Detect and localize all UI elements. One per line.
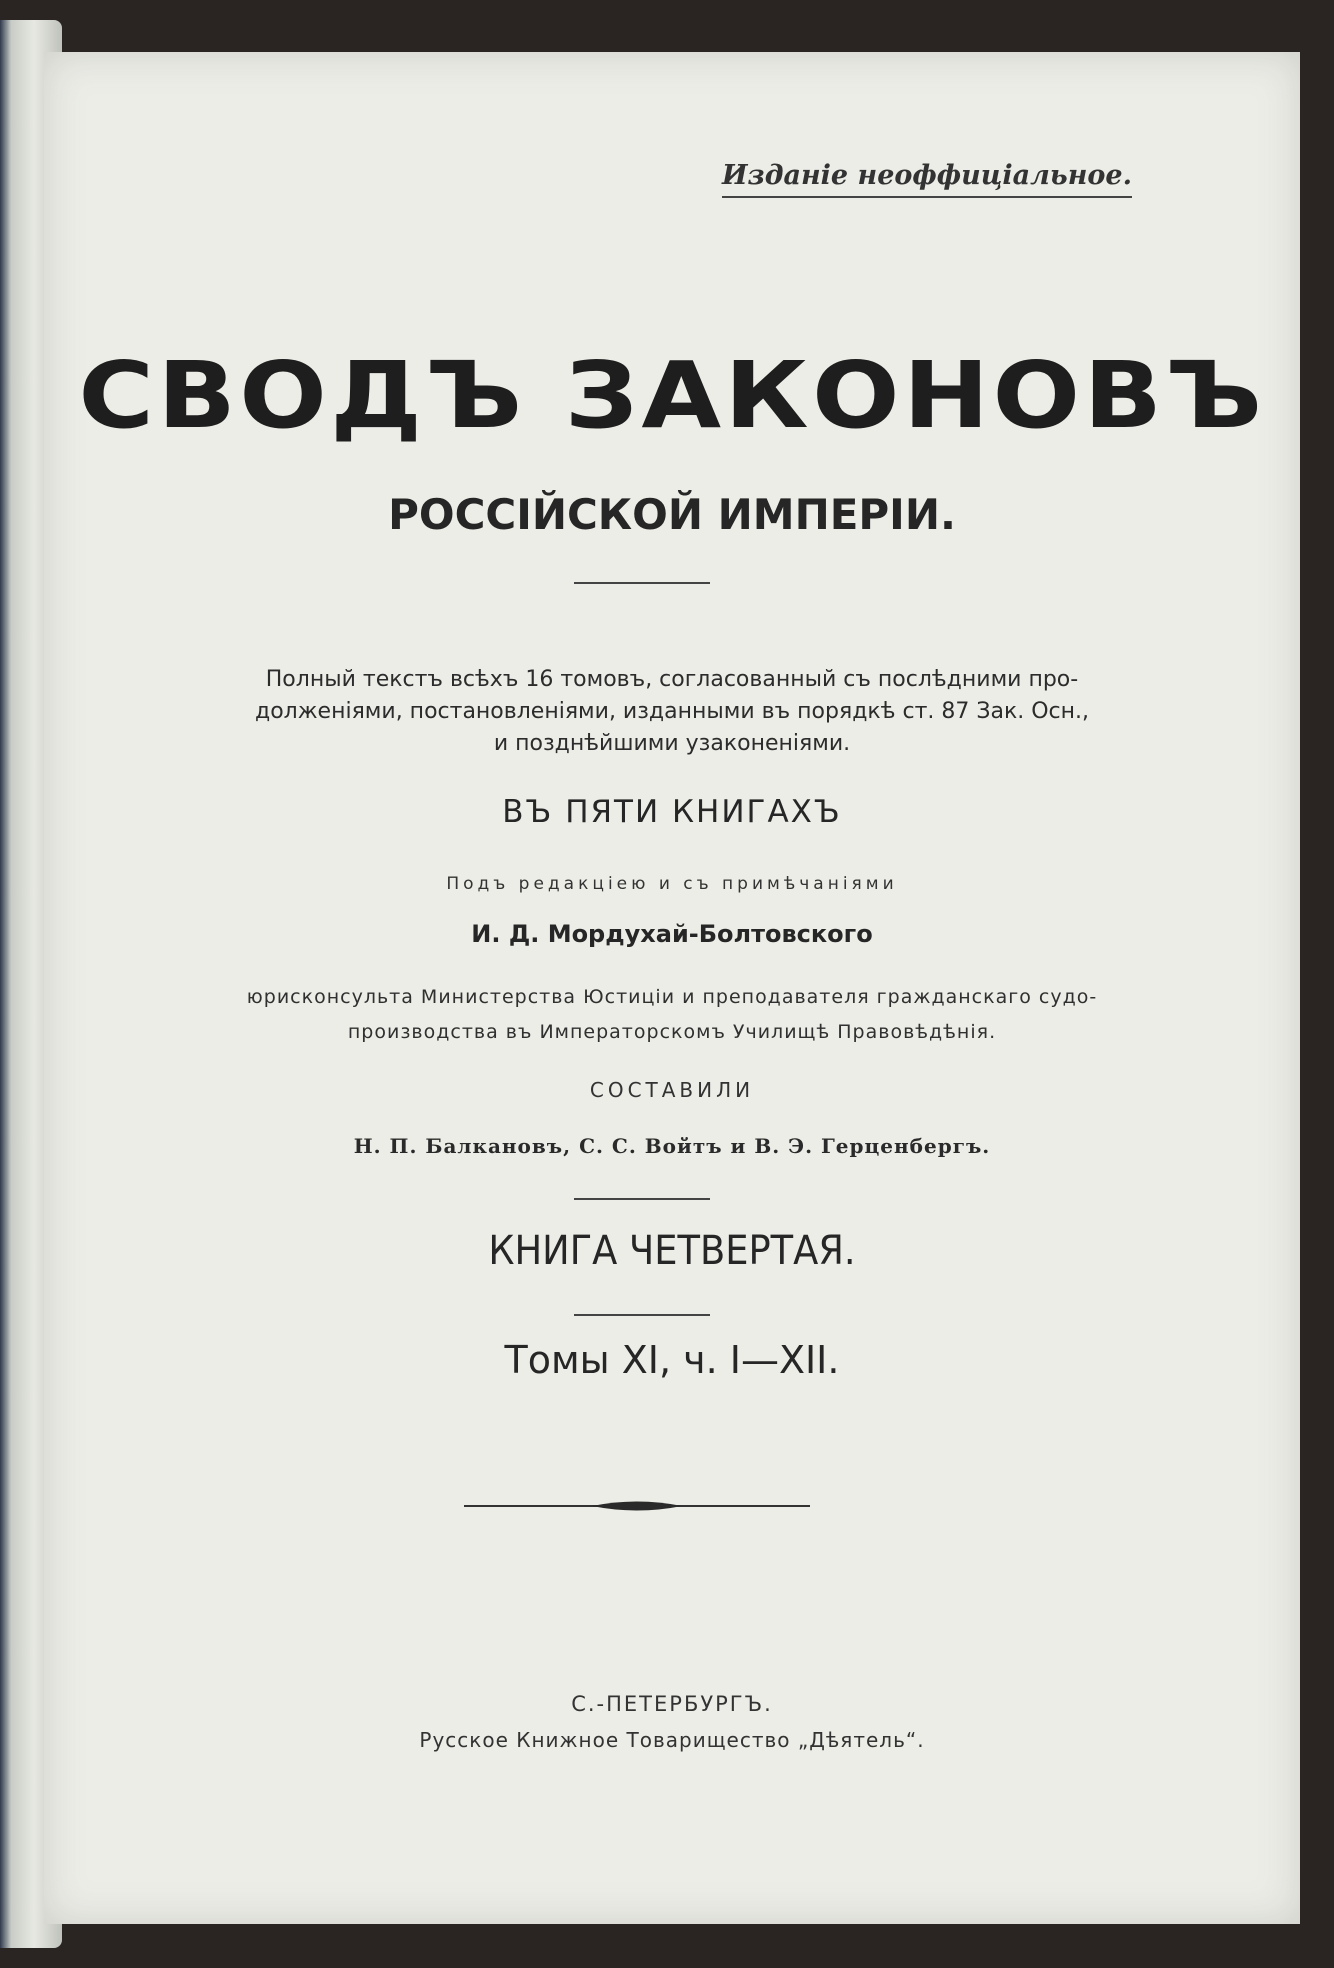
compilers-names: Н. П. Балкановъ, С. С. Войтъ и В. Э. Герценбергъ. xyxy=(353,1134,991,1158)
description-line: и позднѣйшими узаконеніями. xyxy=(493,731,851,756)
five-books-heading: ВЪ ПЯТИ КНИГАХЪ xyxy=(502,794,842,830)
description xyxy=(44,664,1300,760)
publication-city: С.-ПЕТЕРБУРГЪ. xyxy=(571,1692,773,1716)
description-line: долженіями, постановленіями, изданными въ порядкѣ ст. 87 Зак. Осн., xyxy=(254,699,1089,724)
editor-name: И. Д. Мордухай-Болтовского xyxy=(471,920,873,948)
page-subtitle: РОССІЙСКОЙ ИМПЕРІИ. xyxy=(388,490,956,539)
divider-rule xyxy=(574,1314,710,1316)
ornament-rule xyxy=(464,1496,810,1516)
edition-note: Изданіе неоффиціальное. xyxy=(722,160,1132,198)
edited-by-label: Подъ редакціею и съ примѣчаніями xyxy=(446,874,898,894)
title-page xyxy=(44,52,1300,1924)
description-line: Полный текстъ всѣхъ 16 томовъ, согласованный съ послѣдними про- xyxy=(265,667,1079,692)
page-title: СВОДЪ ЗАКОНОВЪ xyxy=(78,342,1266,449)
divider-rule xyxy=(574,582,710,584)
editor-position xyxy=(44,980,1300,1050)
editor-position-line: юрисконсульта Министерства Юстиціи и преподавателя гражданскаго судо- xyxy=(246,986,1098,1008)
compiled-by-label: СОСТАВИЛИ xyxy=(589,1078,755,1102)
divider-rule xyxy=(574,1198,710,1200)
volumes-range: Томы XI, ч. I—XII. xyxy=(504,1338,840,1382)
publisher-name: Русское Книжное Товарищество „Дѣятель“. xyxy=(419,1728,925,1752)
book-number: КНИГА ЧЕТВЕРТАЯ. xyxy=(488,1228,856,1274)
editor-position-line: производства въ Императорскомъ Училищѣ Правовѣдѣнія. xyxy=(347,1021,997,1043)
